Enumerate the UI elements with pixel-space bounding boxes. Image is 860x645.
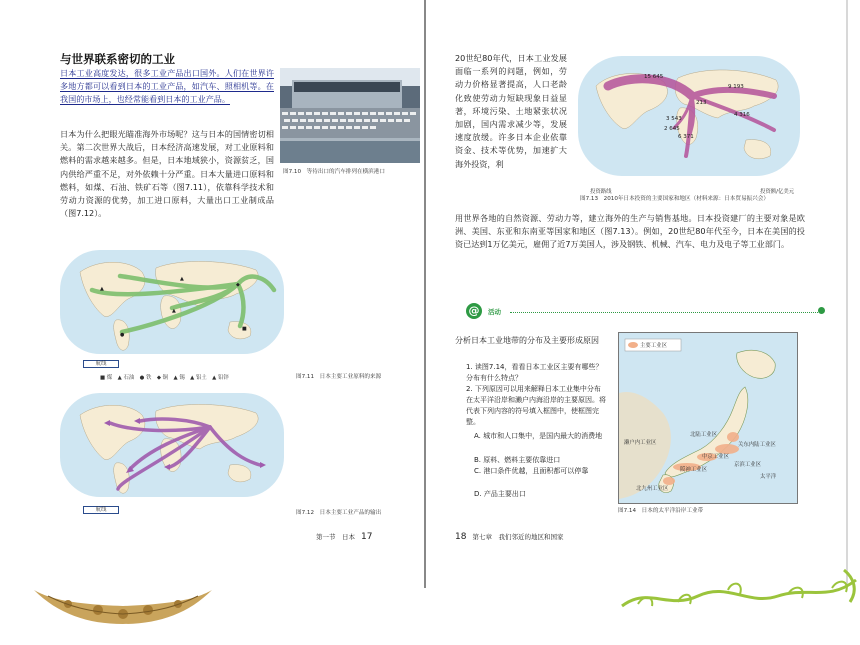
paragraph-3: 20世纪80年代，日本工业发展面临一系列的问题，例如，劳动力价格显著提高，人口老龄化致使劳动力短缺现象日益显著，环境污染、土地紧张状况加剧，国内需求减少等，发展速度放缓。许多日本企业依靠资金、技术等优势，加速扩大海外投资，利 [455, 53, 567, 169]
label-kanto-inland: 关东内陆工业区 [738, 442, 776, 448]
svg-text:●: ● [120, 332, 125, 338]
right-footer [455, 532, 563, 542]
fig13-unit-legend: 投资额/亿美元 [760, 189, 795, 195]
fig13-caption: 图7.13 2010年日本投资的主要国家和地区（材料来源：日本贸易振兴会） [580, 196, 769, 202]
section-title: 与世界联系密切的工业 [60, 52, 175, 66]
divider-end-dot [818, 307, 825, 314]
value-2645: 2 645 [664, 126, 680, 132]
fig14-caption: 图7.14 日本的太平洋沿岸工业带 [618, 508, 704, 514]
value-9193: 9 193 [728, 84, 744, 90]
label-pacific: 太平洋 [760, 474, 777, 480]
page-number-17: 17 [361, 532, 373, 542]
option-a: A. 城市和人口集中，是国内最大的消费地 [474, 432, 603, 440]
page-number-18: 18 [455, 532, 467, 542]
photo-caption: 图7.10 等待出口的汽车排列在横滨港口 [283, 169, 385, 175]
highlighted-sentence: 日本工业高度发达，很多工业产品出口国外。人们在世界许多地方都可以看到日本的工业产品，如汽车、照相机等。在我国的市场上，也经常能看到日本的工业产品。 [60, 68, 274, 105]
value-4316: 4 316 [734, 112, 750, 118]
export-map [60, 393, 284, 511]
label-hokuriku: 北陆工业区 [690, 432, 717, 438]
footer-chapter: 第七章 我们邻近的地区和国家 [472, 533, 564, 541]
left-footer [316, 532, 372, 542]
page-edge [846, 0, 848, 588]
investment-map [578, 56, 800, 186]
value-15645: 15 645 [644, 74, 664, 80]
label-chukyo: 中京工业区 [702, 454, 729, 460]
svg-text:■: ■ [242, 326, 247, 332]
svg-text:▲: ▲ [100, 286, 104, 292]
value-213: 213 [696, 100, 707, 106]
option-c: C. 港口条件优越，且面积都可以停靠 [474, 467, 589, 475]
fig13-route-legend: 投资路线 [590, 189, 612, 195]
question-2: 2. 下列原因可以用来解释日本工业集中分布在太平洋沿岸和濑户内海沿岸的主要原因。将代表下列内容的符号填入框图中，使框图完整。 [466, 385, 606, 426]
option-b: B. 原料、燃料主要依靠进口 [474, 456, 561, 464]
fig14-legend: 主要工业区 [640, 343, 667, 349]
fig11-caption: 图7.11 日本主要工业原料的来源 [296, 374, 382, 380]
paragraph-4: 用世界各地的自然资源、劳动力等，建立海外的生产与销售基地。日本投资建厂的主要对象是欧洲、美国、东亚和东南亚等国家和地区（图7.13）。例如，20世纪80年代至今，日本在美国的投资已达到1万亿美元，雇佣了近7万美国人，涉及钢铁、机械、汽车、电力及电子等工业部门。 [455, 213, 805, 250]
activity-header [466, 300, 826, 324]
question-1: 1. 读图7.14，看看日本工业区主要有哪些？分布有什么特点？ [466, 363, 603, 382]
fig11-symbol-legend: ■ 煤 ▲ 石油 ● 铁 ◆ 铜 ▲ 锡 ▲ 铝土 ▲ 铅锌 [100, 375, 229, 381]
fig11-route-legend: 航线 [83, 360, 119, 368]
dotted-divider [510, 312, 818, 313]
paragraph-1 [60, 67, 274, 107]
activity-label: 活动 [488, 308, 501, 316]
activity-icon: @ [466, 303, 482, 319]
book-spine [424, 0, 426, 588]
label-setouchi: 濑户内工业区 [624, 440, 657, 446]
svg-text:▲: ▲ [172, 308, 176, 314]
label-hanshin: 阪神工业区 [680, 467, 707, 473]
fig12-route-legend: 航线 [83, 506, 119, 514]
svg-text:▲: ▲ [180, 276, 184, 282]
option-d: D. 产品主要出口 [474, 490, 526, 498]
fig12-caption: 图7.12 日本主要工业产品的输出 [296, 510, 382, 516]
svg-text:◆: ◆ [236, 282, 240, 288]
ornament-right [618, 566, 860, 626]
ornament-left [28, 584, 218, 628]
raw-material-map [60, 250, 284, 368]
harbor-photo [280, 68, 420, 163]
footer-section: 第一节 日本 [316, 533, 355, 541]
paragraph-2: 日本为什么把眼光瞄准海外市场呢？这与日本的国情密切相关。第二次世界大战后，日本经济高速发展，对工业原料和燃料的需求越来越多。但是，日本地域狭小，资源贫乏，国内供给严重不足，对外依赖十分严重。日本大量进口原料和燃料，如煤、石油、铁矿石等（图7.11），依靠科学技术和劳动力资源的优势，加工进口原料，大量出口工业制成品（图7.12）。 [60, 129, 274, 219]
value-3543: 3 543 [666, 116, 682, 122]
value-6371: 6 371 [678, 134, 694, 140]
activity-title: 分析日本工业地带的分布及主要形成原因 [455, 336, 599, 345]
label-kitakyushu: 北九州工业区 [636, 486, 669, 492]
label-keihin: 京滨工业区 [734, 462, 761, 468]
